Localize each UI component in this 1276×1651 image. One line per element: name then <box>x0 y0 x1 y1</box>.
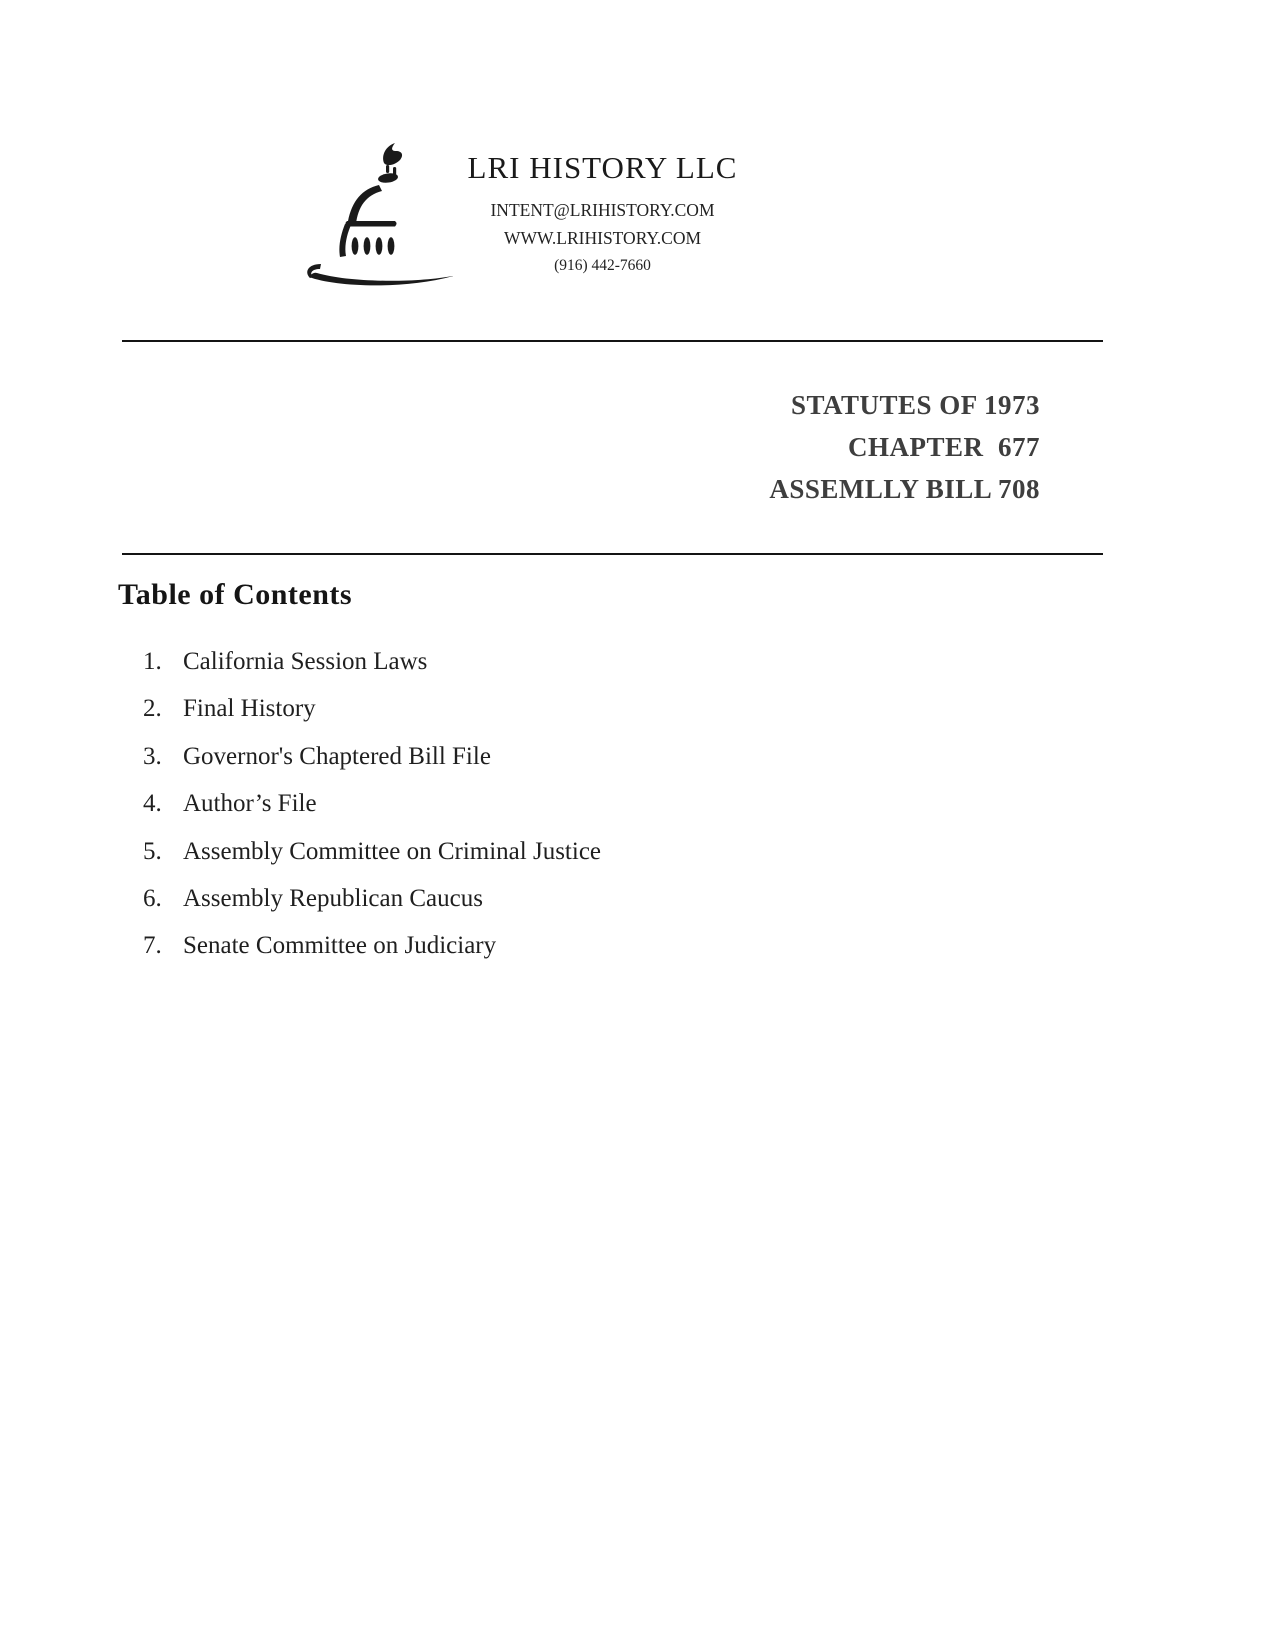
statutes-year-line: STATUTES OF 1973 <box>790 390 1040 420</box>
toc-item-number: 4. <box>143 790 162 818</box>
toc-item-label: Final History <box>183 695 316 723</box>
divider-top <box>122 340 1103 342</box>
toc-item <box>0 932 1100 979</box>
toc-item-label: Assembly Republican Caucus <box>183 884 483 912</box>
toc-item <box>0 790 1100 837</box>
toc-item-number: 2. <box>143 695 162 723</box>
letterhead <box>420 150 785 280</box>
toc-item-label: Author’s File <box>183 790 317 818</box>
toc-item <box>0 743 1100 790</box>
toc-item-label: Assembly Committee on Criminal Justice <box>183 837 602 865</box>
company-name: LRI HISTORY LLC <box>467 150 738 185</box>
toc-item-number: 6. <box>143 884 162 912</box>
divider-bottom <box>122 553 1103 555</box>
toc-item-number: 7. <box>143 932 162 960</box>
chapter-line: CHAPTER 677 <box>847 432 1040 462</box>
toc-item <box>0 648 1100 695</box>
toc-item-number: 5. <box>143 837 162 865</box>
phone-text: (916) 442-7660 <box>554 257 651 274</box>
toc-item-label: Senate Committee on Judiciary <box>183 932 497 960</box>
toc-item <box>0 838 1100 885</box>
toc-item <box>0 885 1100 932</box>
toc-item-label: California Session Laws <box>183 648 428 675</box>
website-text: WWW.LRIHISTORY.COM <box>503 228 702 248</box>
toc-list <box>0 648 1100 980</box>
email-text: INTENT@LRIHISTORY.COM <box>490 200 715 220</box>
statutes-title-block <box>769 384 1040 510</box>
toc-heading: Table of Contents <box>118 578 353 611</box>
toc-item-number: 3. <box>143 742 162 770</box>
toc-item-number: 1. <box>143 648 162 675</box>
assembly-bill-line: ASSEMLLY BILL 708 <box>769 474 1040 504</box>
toc-item-label: Governor's Chaptered Bill File <box>183 742 491 770</box>
toc-item <box>0 695 1100 742</box>
